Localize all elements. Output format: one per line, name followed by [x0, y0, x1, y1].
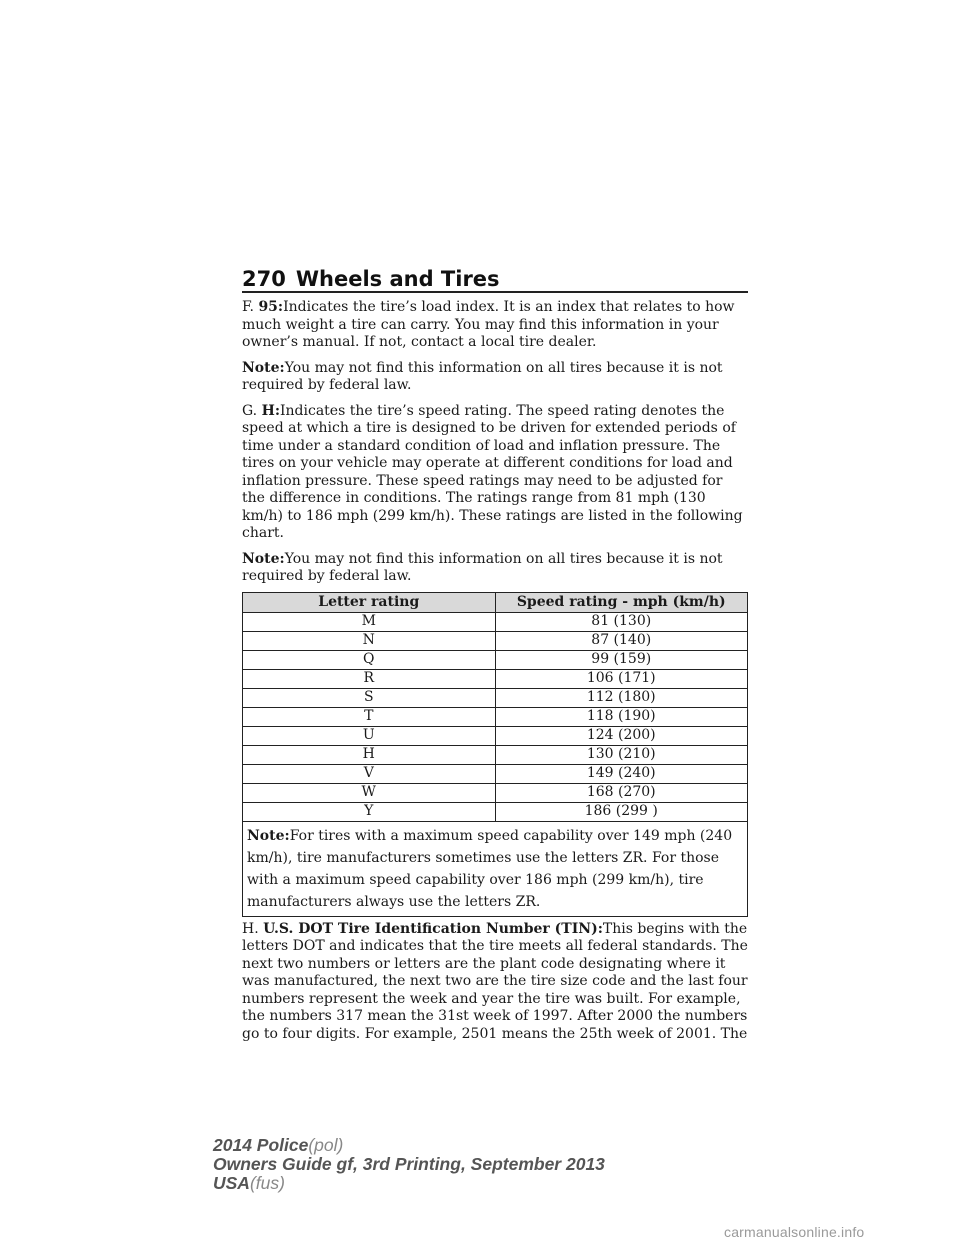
table-row	[243, 650, 748, 669]
speed-cell: 99 (159)	[495, 650, 748, 669]
table-row	[243, 726, 748, 745]
table-row	[243, 669, 748, 688]
letter-cell: M	[243, 612, 496, 631]
letter-cell: Y	[243, 802, 496, 821]
paragraph-h	[242, 921, 748, 1044]
letter-cell: T	[243, 707, 496, 726]
letter-cell: R	[243, 669, 496, 688]
note-2-text: You may not find this information on all tires because it is not required by federal law.	[242, 550, 723, 584]
note-2-label: Note:	[242, 550, 285, 567]
table-note-row	[243, 821, 748, 916]
speed-cell: 186 (299 )	[495, 802, 748, 821]
table-note-text: For tires with a maximum speed capability over 149 mph (240 km/h), tire manufacturers sometimes use the letters ZR. For those with a maximum speed capability over 186 mph (299 km/h), tire manufacturers always use the letters ZR.	[247, 827, 733, 910]
letter-cell: V	[243, 764, 496, 783]
paragraph-g	[242, 403, 748, 543]
page-header	[242, 258, 748, 290]
table-row	[243, 688, 748, 707]
table-row	[243, 612, 748, 631]
speed-cell: 149 (240)	[495, 764, 748, 783]
footer-edition: Owners Guide gf, 3rd Printing, September 2013	[213, 1154, 605, 1174]
term-tin: U.S. DOT Tire Identification Number (TIN):	[263, 920, 603, 937]
table-row	[243, 802, 748, 821]
table-note	[243, 821, 748, 916]
footer-line-3	[213, 1174, 605, 1193]
page-content	[242, 299, 748, 1051]
speed-rating-table	[242, 592, 748, 917]
paragraph-g-text: Indicates the tire’s speed rating. The speed rating denotes the speed at which a tire is designed to be driven for extended periods of time under a standard condition of load and inflation pressure. The tires on your vehicle may operate at different conditions for load and inflation pressure. These speed ratings may need to be adjusted for the difference in conditions. The ratings range from 81 mph (130 km/h) to 186 mph (299 km/h). These ratings are listed in the following chart.	[242, 402, 743, 541]
header-divider	[242, 291, 748, 293]
paragraph-f	[242, 299, 748, 352]
footer-model: 2014 Police	[213, 1135, 309, 1155]
table-header-row	[243, 592, 748, 612]
table-note-label: Note:	[247, 827, 290, 844]
page-number: 270	[242, 267, 286, 291]
table-row	[243, 631, 748, 650]
letter-cell: U	[243, 726, 496, 745]
table-row	[243, 783, 748, 802]
letter-cell: W	[243, 783, 496, 802]
footer-market: USA	[213, 1173, 250, 1193]
speed-cell: 112 (180)	[495, 688, 748, 707]
watermark: carmanualsonline.info	[724, 1224, 865, 1240]
speed-cell: 81 (130)	[495, 612, 748, 631]
item-letter-f: F.	[242, 299, 259, 315]
speed-cell: 130 (210)	[495, 745, 748, 764]
item-letter-h: H.	[242, 920, 264, 937]
section-title: Wheels and Tires	[295, 267, 500, 291]
footer-line-2	[213, 1155, 605, 1174]
table-row	[243, 764, 748, 783]
item-letter-g: G.	[242, 402, 262, 419]
header-letter-rating: Letter rating	[243, 592, 496, 612]
speed-cell: 124 (200)	[495, 726, 748, 745]
note-2	[242, 551, 748, 586]
letter-cell: N	[243, 631, 496, 650]
note-1-text: You may not find this information on all tires because it is not required by federal law.	[242, 359, 723, 393]
paragraph-f-text: Indicates the tire’s load index. It is an index that relates to how much weight a tire can carry. You may find this information in your owner’s manual. If not, contact a local tire dealer.	[242, 299, 735, 350]
print-footer	[213, 1136, 605, 1193]
letter-cell: H	[243, 745, 496, 764]
term-load-index: 95:	[258, 299, 284, 315]
footer-model-code: (pol)	[308, 1135, 344, 1155]
footer-line-1	[213, 1136, 605, 1155]
note-1-label: Note:	[242, 359, 285, 376]
speed-cell: 118 (190)	[495, 707, 748, 726]
table-row	[243, 707, 748, 726]
speed-cell: 106 (171)	[495, 669, 748, 688]
note-1	[242, 360, 748, 395]
letter-cell: Q	[243, 650, 496, 669]
table-row	[243, 745, 748, 764]
footer-market-code: (fus)	[249, 1173, 285, 1193]
speed-cell: 87 (140)	[495, 631, 748, 650]
header-speed-rating: Speed rating - mph (km/h)	[495, 592, 748, 612]
term-speed-rating: H:	[261, 402, 280, 419]
letter-cell: S	[243, 688, 496, 707]
paragraph-h-text: This begins with the letters DOT and indicates that the tire meets all federal standards. The next two numbers or letters are the plant code designating where it was manufactured, the next two are the tire size code and the last four numbers represent the week and year the tire was built. For example, the numbers 317 mean the 31st week of 1997. After 2000 the numbers go to four digits. For example, 2501 means the 25th week of 2001. The	[242, 920, 748, 1042]
speed-cell: 168 (270)	[495, 783, 748, 802]
